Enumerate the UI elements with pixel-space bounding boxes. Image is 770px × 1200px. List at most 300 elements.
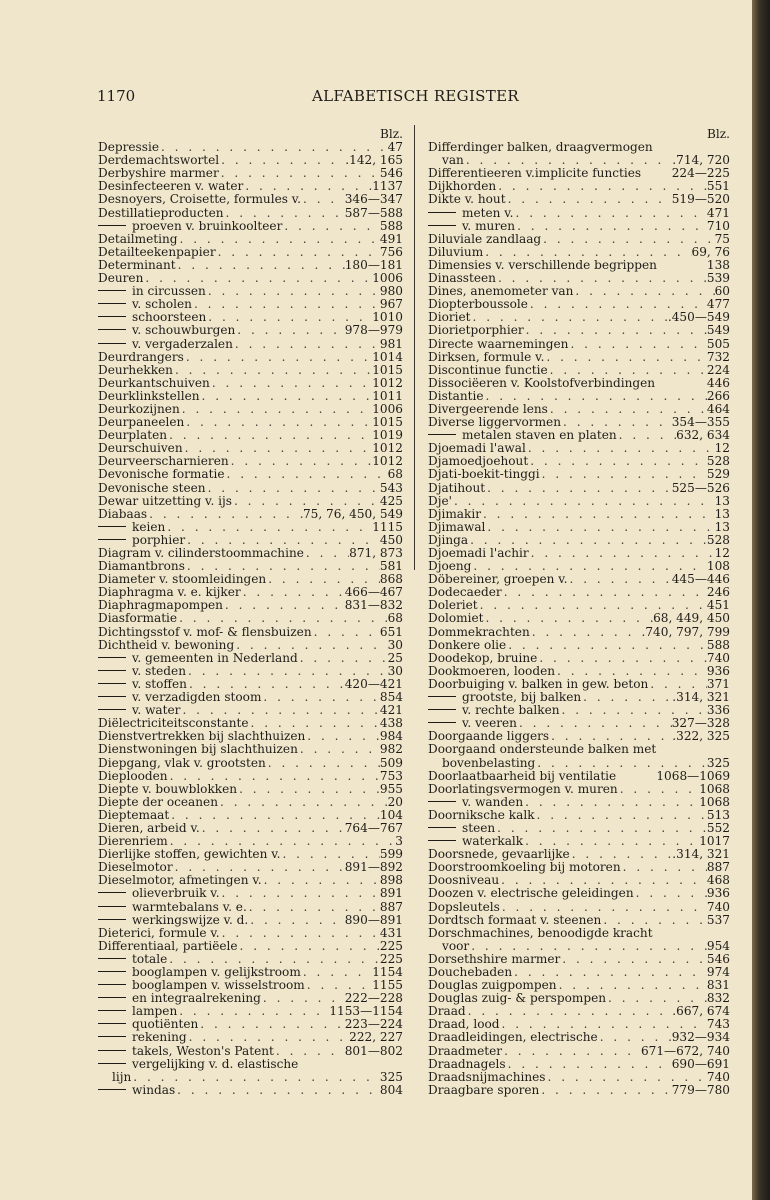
- leader-dots: [485, 482, 672, 495]
- entry-term: [98, 704, 180, 717]
- leader-dots: [168, 770, 380, 783]
- entry-term: [428, 246, 483, 259]
- entry-pages: 740: [706, 1070, 730, 1084]
- leader-dots: [506, 1058, 672, 1071]
- leader-dots: [210, 377, 372, 390]
- repeat-dash: [98, 984, 126, 985]
- index-entry: [98, 167, 403, 180]
- leader-dots: [282, 220, 380, 233]
- entry-term: [428, 822, 495, 835]
- leader-dots: [168, 835, 396, 848]
- entry-pages: 509: [379, 756, 403, 770]
- entry-term: [98, 482, 206, 495]
- entry-term: [98, 730, 305, 743]
- entry-pages: 354—355: [671, 416, 730, 430]
- entry-term: [98, 364, 173, 377]
- index-entry: [428, 311, 730, 324]
- repeat-dash: [428, 709, 456, 710]
- entry-term-text: Diëlectriciteitsconstante: [98, 717, 249, 731]
- index-entry: [98, 272, 403, 285]
- index-entry: [428, 220, 730, 233]
- leader-dots: [216, 246, 380, 259]
- leader-dots: [530, 626, 642, 639]
- index-entry: [428, 809, 730, 822]
- entry-term-text: Discontinue functie: [428, 363, 548, 377]
- entry-pages: 779—780: [671, 1083, 730, 1097]
- leader-dots: [301, 193, 345, 206]
- leader-dots: [506, 193, 672, 206]
- entry-pages: 222, 227: [349, 1031, 403, 1045]
- entry-term: [98, 809, 169, 822]
- entry-pages: 753: [379, 769, 403, 783]
- entry-term-text: v. rechte balken: [462, 704, 560, 718]
- entry-pages: 69, 76: [691, 245, 730, 259]
- entry-term-text: Draadnagels: [428, 1057, 506, 1071]
- entry-term-text: Djati-boekit-tinggi: [428, 468, 540, 482]
- entry-term-text: grootste, bij balken: [462, 691, 582, 705]
- entry-term: [98, 665, 186, 678]
- entry-pages: 75: [714, 232, 730, 246]
- book-spine-edge: [752, 0, 770, 1200]
- entry-term-text: Diorietporphier: [428, 324, 524, 338]
- index-entry: [428, 429, 730, 442]
- entry-term: [428, 233, 541, 246]
- entry-pages: 1006: [372, 402, 403, 416]
- entry-term: [98, 351, 184, 364]
- entry-pages: 1015: [372, 416, 403, 430]
- leader-dots: [499, 874, 707, 887]
- entry-term-text: in circussen: [132, 285, 206, 299]
- entry-term-text: Dikte v. hout: [428, 193, 506, 207]
- repeat-dash: [98, 329, 126, 330]
- entry-pages: 1012: [372, 442, 403, 456]
- entry-term-text: Differdinger balken, draagvermogen: [428, 141, 653, 155]
- index-entry: [428, 874, 730, 887]
- index-entry: [428, 796, 730, 809]
- entry-pages: 224: [706, 363, 730, 377]
- entry-term-text: Diabaas: [98, 507, 148, 521]
- entry-pages: 890—891: [344, 913, 403, 927]
- index-entry: [98, 455, 403, 468]
- entry-term-text: waterkalk: [462, 835, 524, 849]
- leader-dots: [243, 180, 372, 193]
- index-entry: [428, 298, 730, 311]
- entry-pages: 346—347: [344, 193, 403, 207]
- entry-term-text: metalen staven en platen: [462, 429, 617, 443]
- leader-dots: [176, 259, 345, 272]
- index-entry: [98, 861, 403, 874]
- index-entry: [98, 612, 403, 625]
- repeat-dash: [98, 526, 126, 527]
- index-entry: [428, 757, 730, 770]
- entry-term: [98, 377, 210, 390]
- entry-term: [428, 1005, 466, 1018]
- repeat-dash: [428, 225, 456, 226]
- entry-term: [428, 835, 523, 848]
- leader-dots: [220, 887, 380, 900]
- repeat-dash: [98, 343, 126, 344]
- entry-pages: 525—526: [671, 481, 730, 495]
- entry-pages: 12: [714, 547, 730, 560]
- leader-dots: [248, 914, 344, 927]
- entry-term-text: Dichtheid v. bewoning: [98, 638, 235, 652]
- index-entry: [98, 547, 403, 560]
- leader-dots: [512, 966, 707, 979]
- leader-dots: [502, 586, 707, 599]
- entry-term-text: v. verzadigden stoom: [132, 691, 262, 705]
- entry-term-text: van: [442, 154, 464, 168]
- entry-term: [428, 966, 512, 979]
- entry-pages: 1014: [372, 350, 403, 364]
- index-entry: [428, 626, 730, 639]
- index-entry: [98, 992, 403, 1005]
- entry-term-text: Doorniksche kalk: [428, 808, 535, 822]
- index-entry: [428, 612, 730, 625]
- index-entry: [98, 324, 403, 337]
- entry-term-text: Derbyshire marmer: [98, 167, 219, 181]
- blz-header: Blz.: [707, 127, 730, 141]
- entry-term-text: Differentiaal, partiëele: [98, 939, 238, 953]
- index-entry: [98, 233, 403, 246]
- entry-term-text: Diasformatie: [98, 612, 178, 626]
- entry-term-text: Dieptemaat: [98, 808, 170, 822]
- entry-term: [98, 1018, 198, 1031]
- repeat-dash: [98, 696, 126, 697]
- entry-pages: 325: [379, 1070, 403, 1084]
- leader-dots: [529, 547, 715, 560]
- entry-pages: 60: [714, 285, 730, 299]
- leader-dots: [535, 757, 707, 770]
- repeat-dash: [98, 670, 126, 671]
- entry-term: [428, 285, 573, 298]
- index-entry: [98, 757, 403, 770]
- index-entry: [98, 796, 403, 809]
- leader-dots: [173, 861, 345, 874]
- entry-term: [428, 626, 530, 639]
- index-entry: [428, 547, 730, 560]
- leader-dots: [469, 940, 707, 953]
- index-entry: [428, 1058, 730, 1071]
- leader-dots: [261, 992, 345, 1005]
- leader-dots: [312, 626, 380, 639]
- index-entry: [428, 652, 730, 665]
- leader-dots: [219, 167, 380, 180]
- entry-term-text: booglampen v. wisselstroom: [132, 979, 305, 993]
- entry-pages: 1012: [372, 376, 403, 390]
- leader-dots: [177, 1005, 329, 1018]
- entry-term-text: Diluvium: [428, 245, 484, 259]
- entry-pages: 955: [379, 782, 403, 796]
- index-entry: [428, 233, 730, 246]
- entry-pages: 505: [706, 337, 730, 351]
- entry-term: [428, 468, 540, 481]
- entry-term-text: lampen: [132, 1005, 178, 1019]
- entry-term: [428, 599, 478, 612]
- entry-pages: 1011: [372, 389, 403, 403]
- entry-term: [98, 468, 225, 481]
- index-entry: [98, 743, 403, 756]
- entry-pages: 425: [379, 494, 403, 508]
- entry-term: [428, 770, 636, 783]
- index-entry: [98, 1018, 403, 1031]
- leader-dots: [280, 848, 379, 861]
- leader-dots: [261, 691, 379, 704]
- leader-dots: [229, 455, 373, 468]
- entry-term: [98, 992, 261, 1005]
- entry-term: [98, 1084, 175, 1097]
- entry-term: [98, 887, 220, 900]
- leader-dots: [218, 796, 388, 809]
- index-entry: [98, 403, 403, 416]
- leader-dots: [159, 141, 388, 154]
- entry-pages: 546: [706, 952, 730, 966]
- index-column-left: [98, 128, 403, 1097]
- leader-dots: [496, 272, 707, 285]
- entry-pages: 801—802: [344, 1044, 403, 1058]
- entry-term-text: Diepgang, vlak v. grootsten: [98, 756, 266, 770]
- entry-pages: 651: [379, 625, 403, 639]
- entry-term-text: Diverse liggervormen: [428, 416, 562, 430]
- entry-term: [98, 455, 229, 468]
- index-entry: [428, 678, 730, 691]
- entry-term-text: Draad, lood: [428, 1018, 500, 1032]
- index-entry: [98, 508, 403, 521]
- leader-dots: [568, 573, 672, 586]
- entry-term: [98, 770, 168, 783]
- entry-term-text: Djimawal: [428, 520, 486, 534]
- entry-pages: 438: [379, 717, 403, 731]
- entry-term: [428, 874, 499, 887]
- entry-term: [428, 547, 529, 560]
- index-entry: [428, 377, 730, 390]
- entry-term-text: Djoemadi l'achir: [428, 547, 529, 560]
- repeat-dash: [98, 290, 126, 291]
- entry-term: [428, 953, 560, 966]
- entry-term: [428, 259, 682, 272]
- leader-dots: [249, 717, 380, 730]
- entry-term-text: Dolomiet: [428, 612, 484, 626]
- entry-term: [428, 508, 481, 521]
- entry-term-text: Dorschmachines, benoodigde kracht: [428, 926, 653, 940]
- index-entry: [428, 246, 730, 259]
- entry-pages: 513: [706, 808, 730, 822]
- entry-term-text: Donkere olie: [428, 638, 507, 652]
- leader-dots: [184, 416, 372, 429]
- entry-pages: 1155: [372, 979, 403, 993]
- index-entry: [98, 822, 403, 835]
- entry-term: [98, 207, 224, 220]
- leader-dots: [496, 180, 707, 193]
- entry-pages: 225: [379, 939, 403, 953]
- entry-pages: 75, 76, 450, 549: [302, 507, 403, 521]
- entry-pages: 954: [706, 939, 730, 953]
- entry-pages: 854: [379, 691, 403, 705]
- leader-dots: [535, 809, 707, 822]
- entry-pages: 898: [379, 874, 403, 888]
- entry-term-text: Deurkozijnen: [98, 402, 180, 416]
- entry-term-text: meten v.: [462, 206, 514, 220]
- entry-term-text: Dje': [428, 494, 452, 508]
- entry-term-text: v. water: [132, 704, 181, 718]
- entry-term: [98, 272, 143, 285]
- entry-term: [428, 1018, 500, 1031]
- index-entry: [98, 442, 403, 455]
- entry-pages: 551: [706, 180, 730, 194]
- entry-term: [428, 612, 483, 625]
- index-entry: [428, 940, 730, 953]
- entry-pages: 477: [706, 298, 730, 312]
- entry-term: [98, 324, 235, 337]
- index-entry: [98, 835, 403, 848]
- entry-pages: 13: [714, 520, 730, 534]
- entry-term: [428, 180, 496, 193]
- entry-term: [428, 914, 601, 927]
- entry-pages: 936: [706, 887, 730, 901]
- index-entry: [98, 298, 403, 311]
- entry-term: [442, 757, 535, 770]
- entry-pages: 468: [706, 874, 730, 888]
- entry-pages: 471: [706, 206, 730, 220]
- entry-pages: .714, 720: [672, 154, 730, 168]
- index-entry: [98, 390, 403, 403]
- leader-dots: [180, 403, 372, 416]
- entry-term-text: Draad: [428, 1005, 466, 1019]
- leader-dots: [546, 1071, 707, 1084]
- index-entry: [428, 259, 730, 272]
- entry-term-text: totale: [132, 952, 168, 966]
- entry-pages: 891: [379, 887, 403, 901]
- entry-pages: 327—328: [671, 717, 730, 731]
- index-entry: [428, 914, 730, 927]
- index-entry: [98, 940, 403, 953]
- entry-term-text: porphier: [132, 533, 186, 547]
- leader-dots: [514, 207, 707, 220]
- entry-pages: .322, 325: [672, 730, 730, 744]
- index-entry: [98, 521, 403, 534]
- leader-dots: [186, 665, 388, 678]
- repeat-dash: [98, 1023, 126, 1024]
- entry-term-text: Derdemachtswortel: [98, 154, 220, 168]
- entry-term-text: Diepte der oceanen: [98, 795, 219, 809]
- entry-term-text: Deurplaten: [98, 429, 168, 443]
- index-entry: [428, 599, 730, 612]
- leader-dots: [523, 835, 699, 848]
- leader-dots: [634, 887, 707, 900]
- entry-term: [98, 743, 298, 756]
- entry-term: [442, 940, 469, 953]
- leader-dots: [147, 508, 303, 521]
- entry-pages: 539: [706, 272, 730, 286]
- index-entry: [428, 416, 730, 429]
- entry-term-text: proeven v. bruinkoolteer: [132, 219, 283, 233]
- entry-term-text: Diopterboussole: [428, 298, 528, 312]
- repeat-dash: [428, 212, 456, 213]
- entry-pages: 30: [387, 638, 403, 652]
- index-entry: [428, 351, 730, 364]
- entry-pages: .450—549: [667, 311, 730, 325]
- entry-term: [98, 861, 173, 874]
- leader-dots: [167, 953, 380, 966]
- entry-term-text: Desinfecteeren v. water: [98, 180, 244, 194]
- repeat-dash: [98, 1010, 126, 1011]
- leader-dots: [305, 979, 372, 992]
- entry-pages: 831: [706, 979, 730, 993]
- leader-dots: [621, 861, 707, 874]
- entry-term-text: Douglas zuig- & perspompen: [428, 992, 607, 1006]
- leader-dots: [484, 390, 707, 403]
- entry-term: [98, 586, 241, 599]
- index-entry: [98, 809, 403, 822]
- entry-term-text: Dieren, arbeid v.: [98, 821, 200, 835]
- entry-pages: 588: [379, 219, 403, 233]
- entry-term: [428, 311, 471, 324]
- index-entry: [98, 377, 403, 390]
- entry-pages: 588: [706, 638, 730, 652]
- repeat-dash: [428, 434, 456, 435]
- entry-pages: 246: [706, 586, 730, 600]
- entry-term: [428, 442, 526, 455]
- entry-pages: 984: [379, 730, 403, 744]
- entry-pages: 740: [706, 651, 730, 665]
- entry-term-text: Dieterici, formule v.: [98, 926, 220, 940]
- index-entry: [98, 626, 403, 639]
- leader-dots: [544, 351, 706, 364]
- entry-term-text: Devonische steen: [98, 481, 206, 495]
- entry-term: [428, 691, 581, 704]
- entry-pages: 587—588: [344, 206, 403, 220]
- leader-dots: [183, 442, 373, 455]
- leader-dots: [555, 665, 707, 678]
- index-entry: [98, 495, 403, 508]
- index-entry: [428, 586, 730, 599]
- entry-pages: 336: [706, 704, 730, 718]
- entry-term: [98, 521, 165, 534]
- entry-term-text: steen: [462, 821, 496, 835]
- leader-dots: [598, 1031, 672, 1044]
- index-entry: [98, 639, 403, 652]
- entry-term: [428, 1084, 539, 1097]
- entry-term: [428, 351, 544, 364]
- entry-pages: 13: [714, 494, 730, 508]
- repeat-dash: [428, 827, 456, 828]
- index-entry: [98, 586, 403, 599]
- index-entry: [428, 193, 730, 206]
- entry-term: [428, 848, 570, 861]
- entry-term-text: v. muren: [462, 219, 516, 233]
- entry-term-text: Deurveerscharnieren: [98, 455, 229, 469]
- index-entry: [428, 848, 730, 861]
- index-entry: [428, 704, 730, 717]
- index-entry: [428, 521, 730, 534]
- repeat-dash: [98, 539, 126, 540]
- entry-term-text: Dodecaeder: [428, 586, 502, 600]
- index-entry: [98, 901, 403, 914]
- entry-term-text: Dienstwoningen bij slachthuizen: [98, 743, 298, 757]
- entry-pages: 546: [379, 167, 403, 181]
- repeat-dash: [98, 709, 126, 710]
- index-entry: [428, 770, 730, 783]
- entry-pages: 451: [706, 599, 730, 613]
- entry-term: [428, 193, 506, 206]
- index-entry: [98, 259, 403, 272]
- repeat-dash: [98, 316, 126, 317]
- entry-term: [428, 665, 555, 678]
- entry-term: [428, 717, 517, 730]
- entry-term: [428, 992, 606, 1005]
- repeat-dash: [98, 906, 126, 907]
- index-entry: [428, 743, 730, 756]
- index-entry: [98, 704, 403, 717]
